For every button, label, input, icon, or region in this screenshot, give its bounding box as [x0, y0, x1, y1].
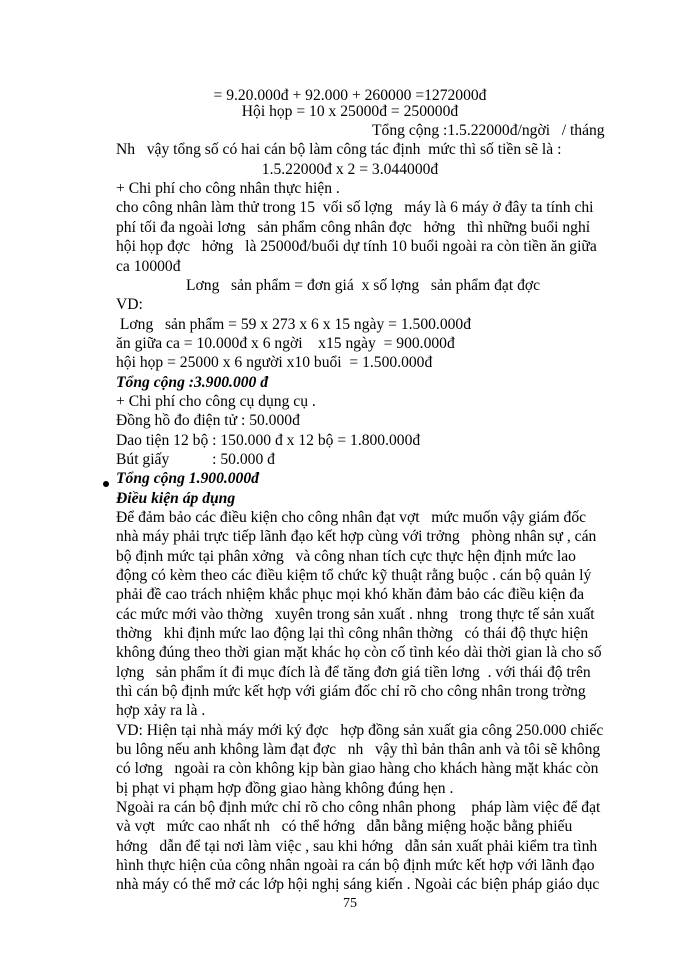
text-line: không đúng theo thời gian mặt khác họ còn cố tình kéo dài thời gian là cho số	[116, 644, 602, 661]
text-line: bộ định mức tại phân xởng và công nhan tích cực thực hện định mức lao	[116, 548, 576, 565]
text-line: nhà máy có thể mở các lớp hội nghị sáng kiến . Ngoài các biện pháp giáo dục	[116, 876, 600, 893]
text-line: Lơng sản phẩm = 59 x 273 x 6 x 15 ngày = 1.500.000đ	[116, 316, 472, 333]
page-number: 75	[343, 896, 357, 911]
text-line: VD: Hiện tại nhà máy mới ký đợc hợp đồng sản xuất gia công 250.000 chiếc	[116, 722, 604, 739]
text-line: có lơng ngoài ra còn không kịp bàn giao hàng cho khách hàng mặt khác còn	[116, 760, 599, 777]
text-line: lợng sản phẩm ít đi mục đích là để tăng đơn giá tiền lơng . với thái độ trên	[116, 664, 591, 681]
text-line: Dao tiện 12 bộ : 150.000 đ x 12 bộ = 1.800.000đ	[116, 432, 421, 449]
text-line: các mức mới vào thờng xuyên trong sản xuất . nhng trong thực tế sản xuất	[116, 606, 595, 623]
text-line: hội họp đợc hởng là 25000đ/buổi dự tính 10 buổi ngoài ra còn tiền ăn giữa	[116, 238, 597, 255]
text-line: động có kèm theo các điều kiệm tổ chức kỹ thuật rằng buộc . cán bộ quản lý	[116, 567, 592, 584]
text-line: hợp xảy ra là .	[116, 702, 206, 719]
text-line: thì cán bộ định mức kết hợp với giám đốc chỉ rõ cho công nhân trong trờng	[116, 683, 586, 700]
text-line: hình thực hiện của công nhân ngoài ra cán bộ định mức kết hợp với lãnh đạo	[116, 857, 595, 874]
text-line: Nh vậy tổng số có hai cán bộ làm công tác định mức thì số tiền sẽ là :	[116, 141, 562, 158]
text-line: hớng dẫn để tại nơi làm việc , sau khi hớng dẫn sản xuất phải kiểm tra tình	[116, 838, 598, 855]
text-line: + Chi phí cho công cụ dụng cụ .	[116, 393, 316, 410]
text-line: bị phạt vi phạm hợp đồng giao hàng không đúng hẹn .	[116, 780, 454, 797]
total-line: Tổng cộng :3.900.000 đ	[116, 374, 269, 391]
text-line: = 9.20.000đ + 92.000 + 260000 =1272000đ	[213, 87, 487, 104]
text-line: Hội họp = 10 x 25000đ = 250000đ	[241, 103, 459, 120]
text-line: Để đảm bảo các điều kiện cho công nhân đạt vợt mức muốn vậy giám đốc	[116, 509, 587, 526]
text-line: phí tối đa ngoài lơng sản phẩm công nhân đợc hởng thì những buổi nghỉ	[116, 219, 591, 236]
total-line: Tổng cộng 1.900.000đ	[116, 470, 259, 487]
text-line: hội họp = 25000 x 6 người x10 buổi = 1.500.000đ	[116, 354, 433, 371]
text-line: thờng khi định mức lao động lại thì công nhân thờng có thái độ thực hiện	[116, 625, 589, 642]
text-line: ăn giữa ca = 10.000đ x 6 ngời x15 ngày = 900.000đ	[116, 335, 455, 352]
text-line: Tổng cộng :1.5.22000đ/ngời / tháng	[372, 122, 605, 139]
text-line: + Chi phí cho công nhân thực hiện .	[116, 180, 340, 197]
text-line: Bút giấy : 50.000 đ	[116, 451, 275, 468]
text-line: Lơng sản phẩm = đơn giá x số lợng sản phẩm đạt đợc	[186, 277, 541, 294]
text-line: và vợt mức cao nhất nh có thể hớng dẫn bằng miệng hoặc bằng phiếu	[116, 818, 573, 835]
text-line: VD:	[116, 296, 143, 313]
text-line: nhà máy phải trực tiếp lãnh đạo kết hợp cùng với trởng phòng nhân sự , cán	[116, 528, 597, 545]
text-line: Đồng hồ đo điện tử : 50.000đ	[116, 412, 300, 429]
text-line: bu lông nếu anh không làm đạt đợc nh vậy thì bản thân anh và tôi sẽ không	[116, 741, 601, 758]
text-line: Ngoài ra cán bộ định mức chỉ rõ cho công nhân phong pháp làm việc để đạt	[116, 799, 601, 816]
text-line: phải đề cao trách nhiệm khắc phục mọi khó khăn đảm bảo các điều kiện đa	[116, 586, 585, 603]
text-line: ca 10000đ	[116, 258, 181, 275]
section-heading: Điều kiện áp dụng	[116, 490, 236, 507]
bullet-icon	[103, 481, 109, 487]
text-line: cho công nhân làm thử trong 15 vối số lợng máy là 6 máy ở đây ta tính chi	[116, 199, 594, 216]
text-line: 1.5.22000đ x 2 = 3.044000đ	[261, 161, 439, 178]
